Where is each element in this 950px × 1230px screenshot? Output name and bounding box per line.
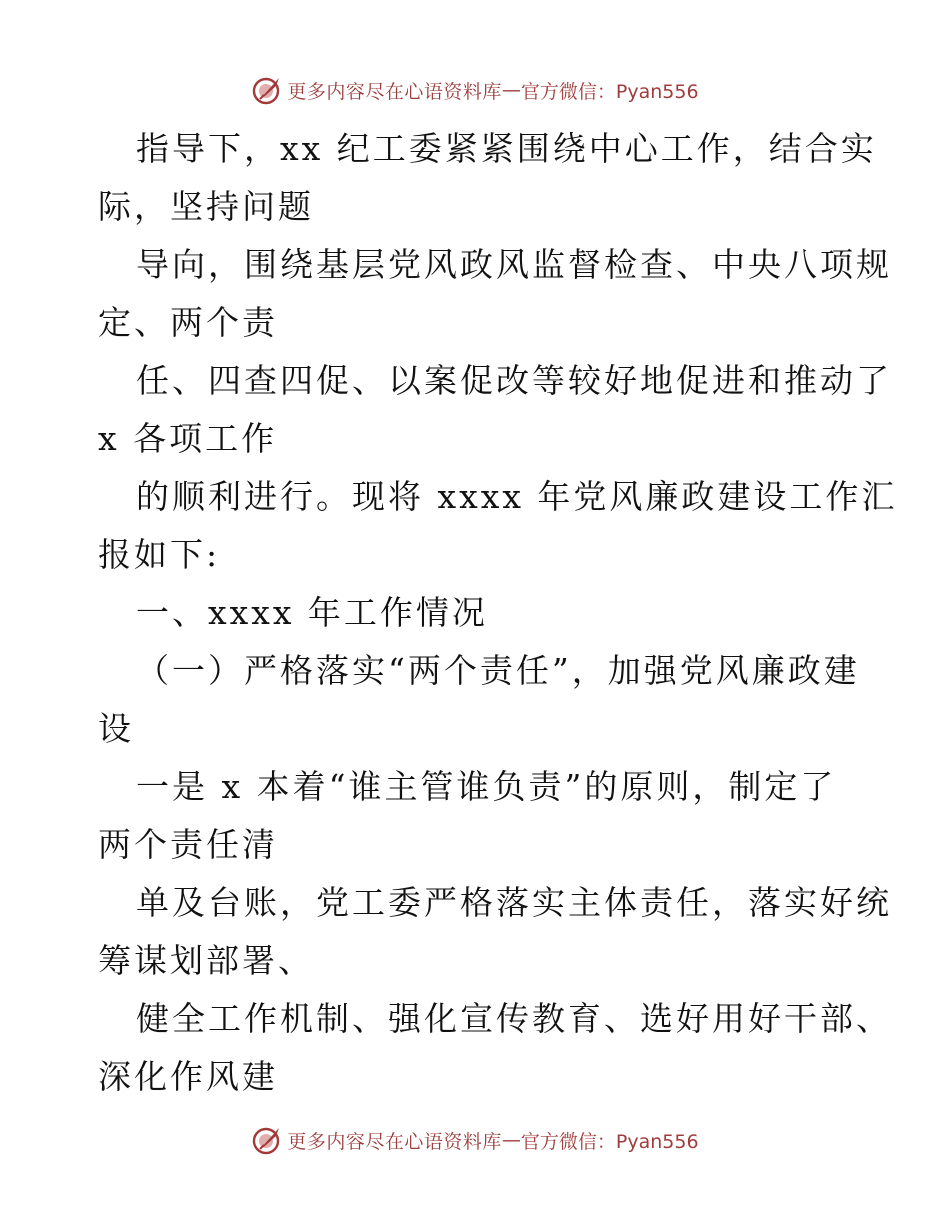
banner-wechat: 官方微信：Pyan556 [520,1130,699,1153]
banner-title: 更多内容尽在心语资料库 [287,80,502,103]
body-line: 任、四查四促、以案促改等较好地促进和推动了 [136,361,892,400]
banner-dash: — [501,79,521,101]
body-line: 健全工作机制、强化宣传教育、选好用好干部、 [136,999,892,1038]
body-line: 报如下: [98,535,221,574]
body-line: 两个责任清 [98,825,278,864]
body-line: 单及台账，党工委严格落实主体责任，落实好统 [136,883,892,922]
banner-title: 更多内容尽在心语资料库 [287,1130,502,1153]
body-line: 一是 x 本着“谁主管谁负责”的原则，制定了 [136,767,837,806]
body-line: x 各项工作 [98,419,278,458]
subsection-heading-cont: 设 [98,709,134,748]
banner-dash: — [501,1129,521,1151]
body-line: 导向，围绕基层党风政风监督检查、中央八项规 [136,245,892,284]
body-line: 指导下，xx 纪工委紧紧围绕中心工作，结合实 [136,129,877,168]
body-line: 定、两个责 [98,303,278,342]
body-line: 筹谋划部署、 [98,941,314,980]
quill-pen-logo-icon [251,1124,283,1156]
footer-banner [0,1123,950,1157]
banner-wechat: 官方微信：Pyan556 [520,80,699,103]
section-heading: 一、xxxx 年工作情况 [136,593,488,632]
body-line: 深化作风建 [98,1057,278,1096]
subsection-heading: （一）严格落实“两个责任”，加强党风廉政建 [136,651,860,690]
body-line: 的顺利进行。现将 xxxx 年党风廉政建设工作汇 [136,477,898,516]
header-banner [0,73,950,107]
quill-pen-logo-icon [251,74,283,106]
body-line: 际，坚持问题 [98,187,314,226]
